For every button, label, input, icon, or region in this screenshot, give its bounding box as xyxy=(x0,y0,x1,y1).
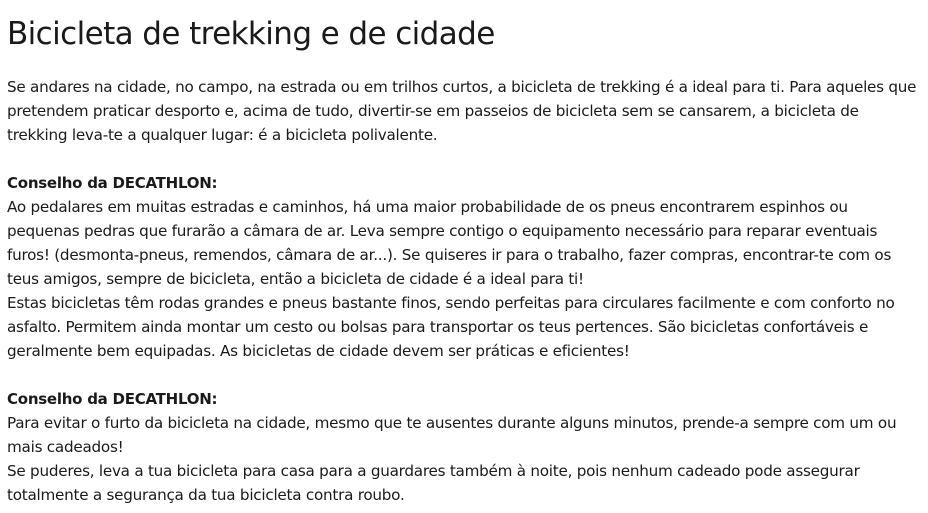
section-spacer xyxy=(7,363,920,387)
page-title: Bicicleta de trekking e de cidade xyxy=(7,16,495,52)
section-spacer xyxy=(7,147,920,171)
tip-paragraph: Para evitar o furto da bicicleta na cidade, mesmo que te ausentes durante alguns minutos, prende-a sempre com um ou mais cadeados! xyxy=(7,414,897,456)
tip-paragraph: Ao pedalares em muitas estradas e caminhos, há uma maior probabilidade de os pneus encontrarem espinhos ou pequenas pedras que furarão a câmara de ar. Leva sempre contigo o equipamento necessário para reparar eventuais furos! (desmonta-pneus, remendos, câmara de ar...). Se quiseres ir para o trabalho, fazer compras, encontrar-te com os teus amigos, sempre de bicicleta, então a bicicleta de cidade é a ideal para ti! xyxy=(7,198,892,288)
tip-heading: Conselho da DECATHLON: xyxy=(7,174,218,192)
tip-paragraph: Estas bicicletas têm rodas grandes e pneus bastante finos, sendo perfeitas para circulares facilmente e com conforto no asfalto. Permitem ainda montar um cesto ou bolsas para transportar os teus pertences. São bicicletas confortáveis e geralmente bem equipadas. As bicicletas de cidade devem ser práticas e eficientes! xyxy=(7,294,895,360)
tip-paragraph: Se puderes, leva a tua bicicleta para casa para a guardares também à noite, pois nenhum cadeado pode assegurar totalmente a segurança da tua bicicleta contra roubo. xyxy=(7,462,860,504)
intro-paragraph: Se andares na cidade, no campo, na estrada ou em trilhos curtos, a bicicleta de trekking é a ideal para ti. Para aqueles que pretendem praticar desporto e, acima de tudo, divertir-se em passeios de bicicleta sem se cansarem, a bicicleta de trekking leva-te a qualquer lugar: é a bicicleta polivalente. xyxy=(7,78,917,144)
tip-heading: Conselho da DECATHLON: xyxy=(7,390,218,408)
